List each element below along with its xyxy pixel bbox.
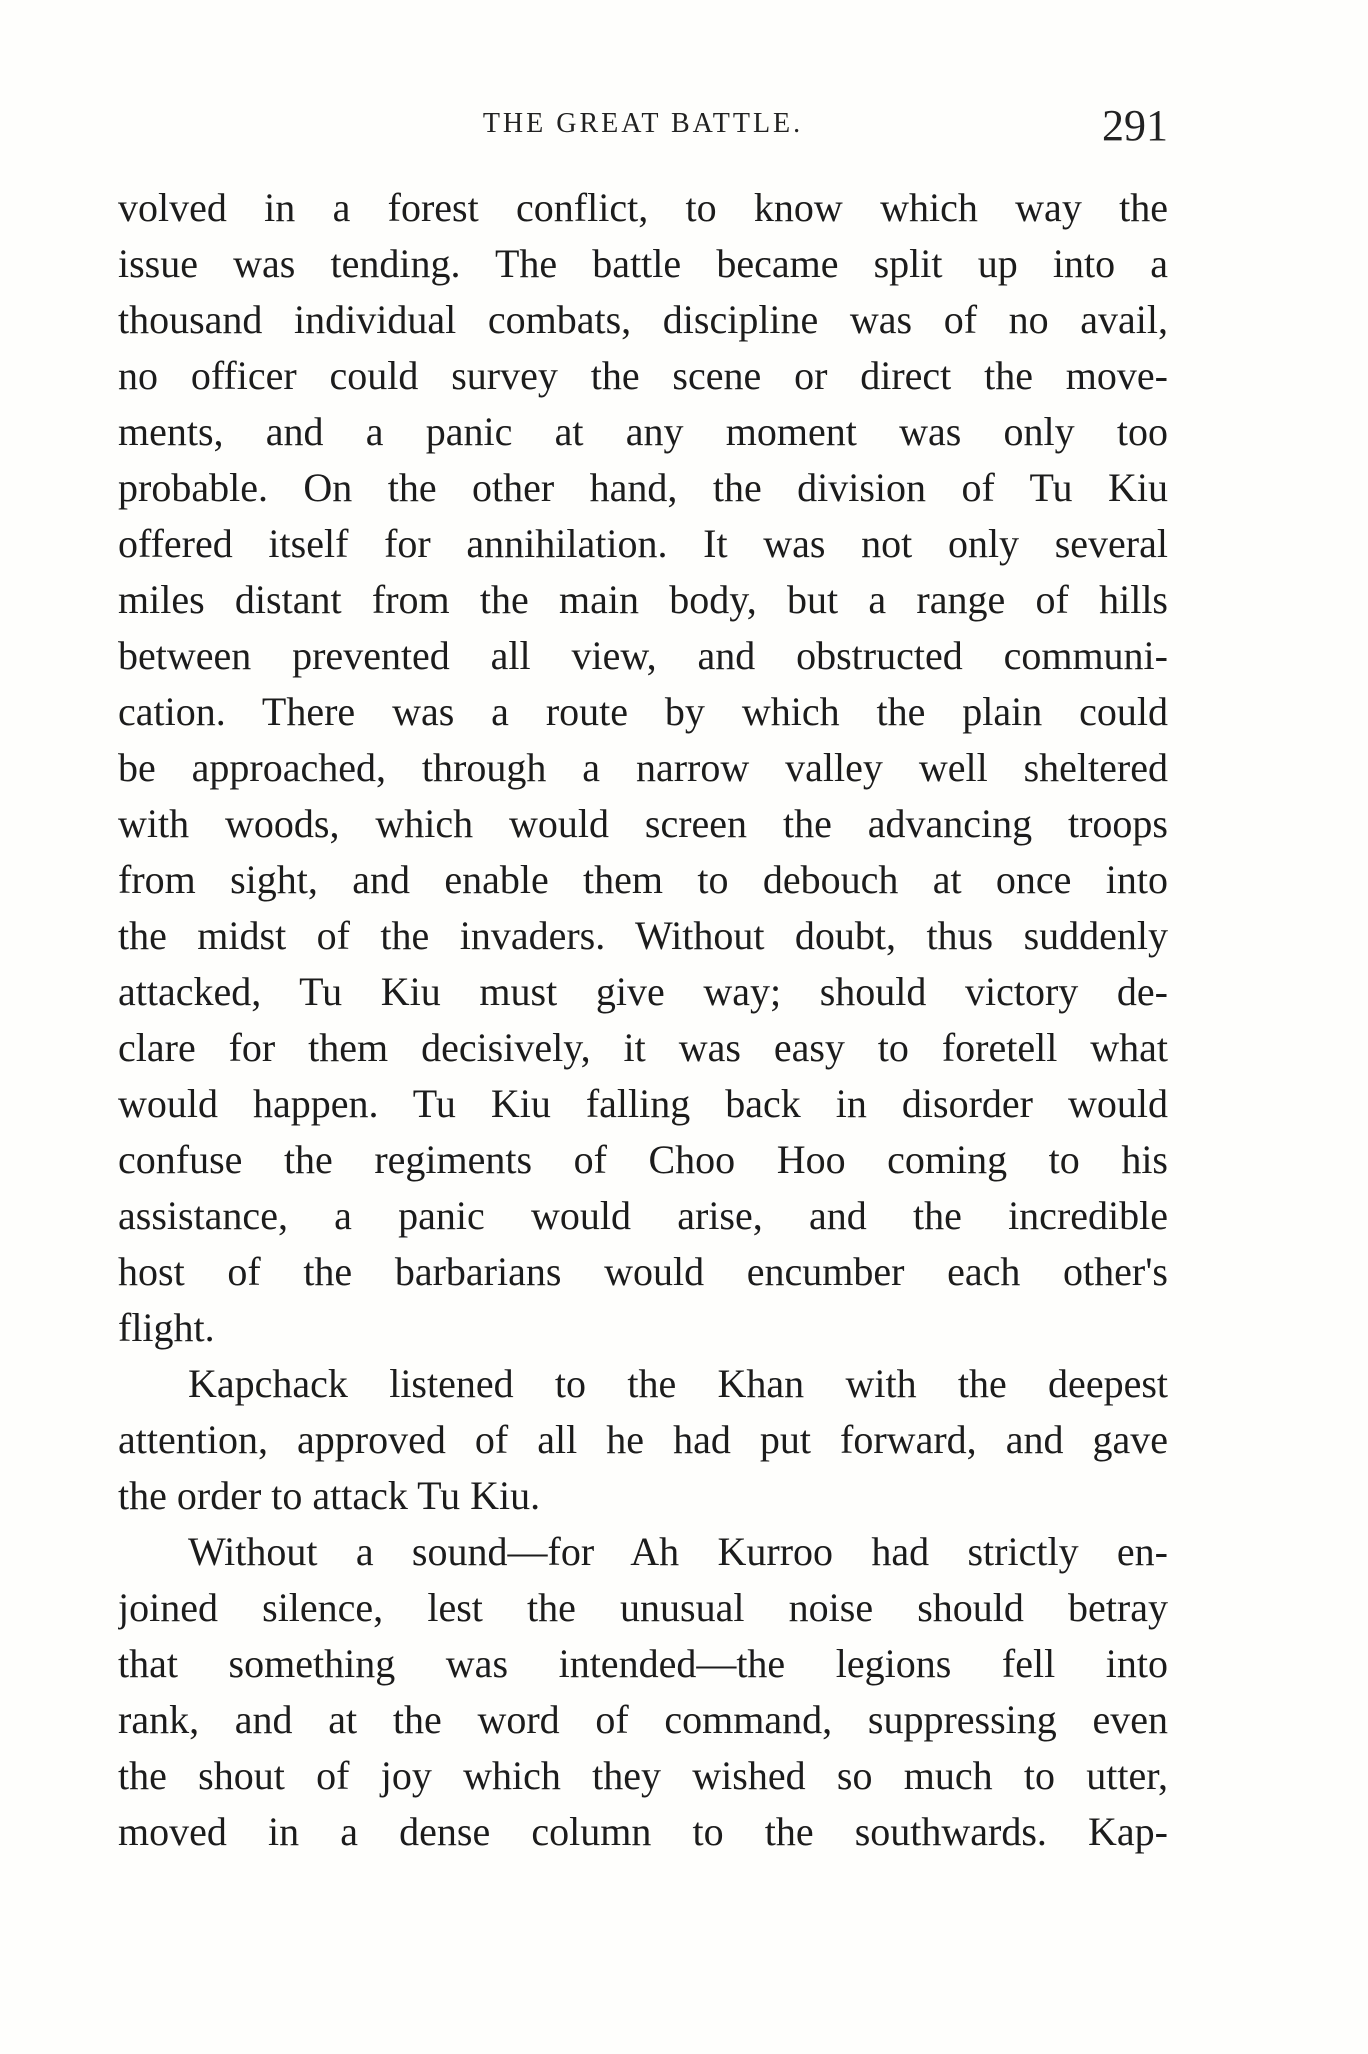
text-line: issue was tending. The battle became split up into a (118, 241, 1168, 286)
text-line: assistance, a panic would arise, and the incredible (118, 1193, 1168, 1238)
page-header (118, 100, 1168, 160)
text-line: the shout of joy which they wished so much to utter, (118, 1753, 1168, 1798)
text-line: joined silence, lest the unusual noise should betray (118, 1585, 1168, 1630)
text-line: the order to attack Tu Kiu. (118, 1473, 541, 1518)
text-line: would happen. Tu Kiu falling back in disorder would (118, 1081, 1168, 1126)
text-line: flight. (118, 1305, 215, 1350)
text-line: Kapchack listened to the Khan with the deepest (188, 1361, 1168, 1406)
paragraph (118, 180, 1168, 1356)
page-number: 291 (1102, 101, 1168, 150)
text-line: attacked, Tu Kiu must give way; should victory de- (118, 969, 1168, 1014)
text-line: probable. On the other hand, the division of Tu Kiu (118, 465, 1168, 510)
text-line: cation. There was a route by which the plain could (118, 689, 1168, 734)
running-head: THE GREAT BATTLE. (482, 108, 804, 139)
text-line: be approached, through a narrow valley well sheltered (118, 745, 1168, 790)
text-line: volved in a forest conflict, to know which way the (118, 185, 1168, 230)
text-line: no officer could survey the scene or direct the move- (118, 353, 1168, 398)
text-line: miles distant from the main body, but a range of hills (118, 577, 1168, 622)
text-line: ments, and a panic at any moment was only too (118, 409, 1168, 454)
paragraph (118, 1356, 1168, 1524)
text-line: attention, approved of all he had put forward, and gave (118, 1417, 1168, 1462)
text-line: from sight, and enable them to debouch at once into (118, 857, 1168, 902)
text-line: between prevented all view, and obstructed communi- (118, 633, 1168, 678)
text-line: host of the barbarians would encumber each other's (118, 1249, 1168, 1294)
text-line: offered itself for annihilation. It was not only several (118, 521, 1168, 566)
text-line: the midst of the invaders. Without doubt, thus suddenly (118, 913, 1168, 958)
text-line: that something was intended—the legions fell into (118, 1641, 1168, 1686)
text-line: thousand individual combats, discipline was of no avail, (118, 297, 1168, 342)
text-line: Without a sound—for Ah Kurroo had strictly en- (188, 1529, 1168, 1574)
paragraph (118, 1524, 1168, 1860)
text-line: with woods, which would screen the advancing troops (118, 801, 1168, 846)
text-line: confuse the regiments of Choo Hoo coming to his (118, 1137, 1168, 1182)
text-line: moved in a dense column to the southwards. Kap- (118, 1809, 1168, 1854)
text-line: rank, and at the word of command, suppressing even (118, 1697, 1168, 1742)
text-line: clare for them decisively, it was easy to foretell what (118, 1025, 1168, 1070)
body-text (118, 180, 1168, 1860)
